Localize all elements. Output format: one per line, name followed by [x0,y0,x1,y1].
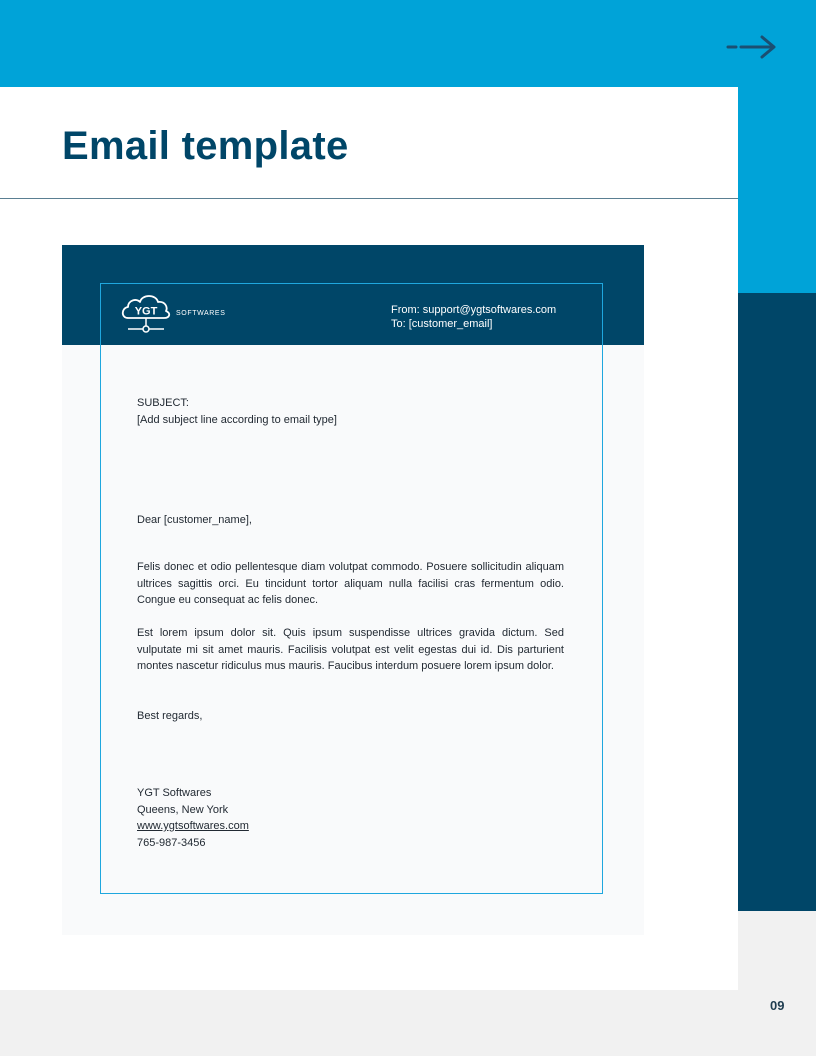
website-link[interactable]: www.ygtsoftwares.com [137,820,249,832]
right-accent-dark [738,293,816,911]
to-line: To: [customer_email] [391,318,493,330]
email-meta [391,303,556,331]
page-title: Email template [62,124,349,168]
subject-block [137,395,564,428]
logo-wordmark: YGT [134,305,158,318]
signature-company: YGT Softwares [137,787,212,799]
top-accent-band [0,0,816,87]
signature-block [137,785,564,851]
right-accent-light [738,87,816,293]
from-line: From: support@ygtsoftwares.com [391,304,557,316]
closing: Best regards, [137,710,203,722]
logo-subtitle: SOFTWARES [176,310,226,317]
title-divider [0,198,738,199]
body-paragraph-2: Est lorem ipsum dolor sit. Quis ipsum suspendisse ultrices gravida dictum. Sed vulputate mi sit amet mauris. Facilisis volutpat est velit egestas dui id. Dis parturient montes nascetur ridiculus mus mauris. Faucibus interdum posuere lorem ipsum dolor. [137,627,564,672]
greeting: Dear [customer_name], [137,514,252,526]
body-paragraph-1: Felis donec et odio pellentesque diam volutpat commodo. Posuere sollicitudin aliquam ultrices sagittis orci. Eu tincidunt tortor aliquam nulla facilisi cras fermentum odio. Congue eu consequat ac felis donec. [137,561,564,606]
page-number: 09 [770,998,785,1013]
subject-placeholder: [Add subject line according to email type] [137,413,337,426]
dashed-arrow-right-icon[interactable] [726,33,778,61]
signature-phone: 765-987-3456 [137,836,206,849]
subject-label: SUBJECT: [137,397,189,409]
signature-location: Queens, New York [137,803,229,816]
